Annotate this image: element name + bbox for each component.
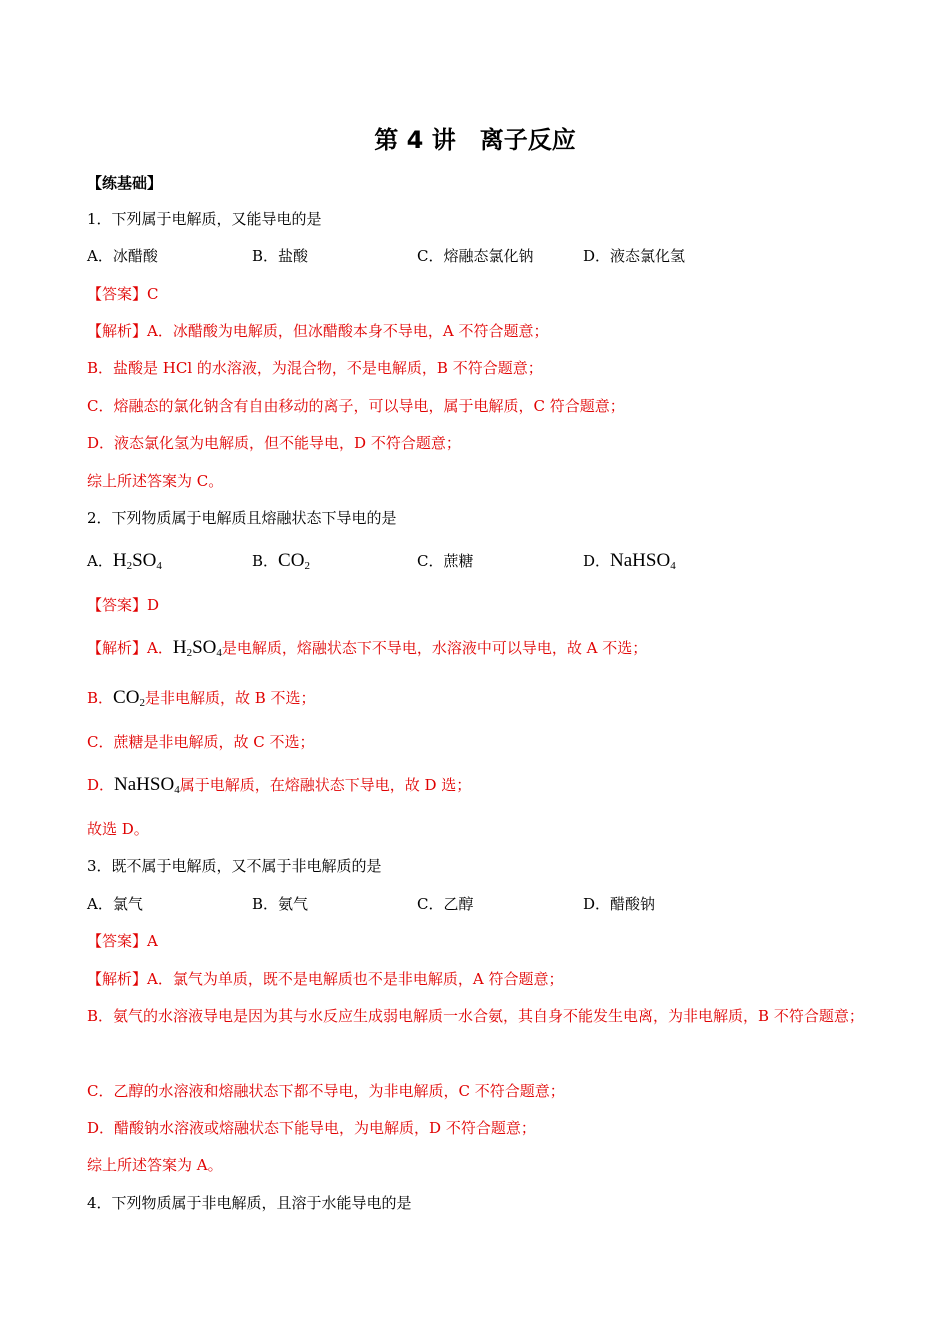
q1-analysis-tag: 【解析】 xyxy=(87,322,148,340)
q3-analysis-3: C．乙醇的水溶液和熔融状态下都不导电，为非电解质，C 不符合题意； xyxy=(87,1082,565,1100)
q2-analysis-1: 【解析】A．$H_2SO_4$是电解质，熔融状态下不导电，水溶液中可以导电，故 A 不选； xyxy=(87,637,648,659)
q3-stem: 3．既不属于电解质，又不属于非电解质的是 xyxy=(87,857,382,875)
q1-option-d: D．液态氯化氢 xyxy=(583,247,686,265)
q3-analysis-1: 【解析】A．氯气为单质，既不是电解质也不是非电解质，A 符合题意； xyxy=(87,970,564,988)
q2-analysis-2: B．$CO_2$是非电解质，故 B 不选； xyxy=(87,687,316,709)
q1-analysis-3: C．熔融态的氯化钠含有自由移动的离子，可以导电，属于电解质，C 符合题意； xyxy=(87,397,625,415)
q4-stem: 4．下列物质属于非电解质，且溶于水能导电的是 xyxy=(87,1194,412,1212)
q1-option-c: C．熔融态氯化钠 xyxy=(417,247,534,265)
q2-answer: 【答案】D xyxy=(87,596,160,614)
page-title: 第 4 讲 离子反应 xyxy=(374,126,576,154)
q3-option-d: D．醋酸钠 xyxy=(583,895,656,913)
q1-answer: 【答案】C xyxy=(87,285,159,303)
section-heading: 【练基础】 xyxy=(87,174,163,192)
q1-option-a: A．冰醋酸 xyxy=(87,247,158,265)
q2-option-a: A．$H_2SO_4$ xyxy=(87,550,162,572)
q1-stem: 1．下列属于电解质，又能导电的是 xyxy=(87,210,322,228)
q1-analysis-4: D．液态氯化氢为电解质，但不能导电，D 不符合题意； xyxy=(87,434,461,452)
q3-analysis-4: D．醋酸钠水溶液或熔融状态下能导电，为电解质，D 不符合题意； xyxy=(87,1119,536,1137)
q2-analysis-4: D．NaHSO$_4$属于电解质，在熔融状态下导电，故 D 选； xyxy=(87,774,472,796)
q2-analysis-5: 故选 D。 xyxy=(87,820,149,838)
q2-analysis-3: C．蔗糖是非电解质，故 C 不选； xyxy=(87,733,315,751)
q1-analysis-1: 【解析】A．冰醋酸为电解质，但冰醋酸本身不导电，A 不符合题意； xyxy=(87,322,549,340)
q1-analysis-2: B．盐酸是 HCl 的水溶液，为混合物，不是电解质，B 不符合题意； xyxy=(87,359,543,377)
q3-analysis-5: 综上所述答案为 A。 xyxy=(87,1156,223,1174)
q2-option-b: B．$CO_2$ xyxy=(252,550,310,572)
q2-option-c: C．蔗糖 xyxy=(417,552,474,570)
q3-option-a: A．氯气 xyxy=(87,895,143,913)
q1-analysis-5: 综上所述答案为 C。 xyxy=(87,472,224,490)
q1-option-b: B．盐酸 xyxy=(252,247,309,265)
q2-stem: 2．下列物质属于电解质且熔融状态下导电的是 xyxy=(87,509,397,527)
q3-analysis-2: B．氨气的水溶液导电是因为其与水反应生成弱电解质一水合氨，其自身不能发生电离，为非电解质，B 不符合题意； xyxy=(87,1007,864,1025)
q2-option-d: D．NaHSO$_4$ xyxy=(583,550,676,572)
q3-answer: 【答案】A xyxy=(87,932,158,950)
q3-option-b: B．氨气 xyxy=(252,895,309,913)
q3-option-c: C．乙醇 xyxy=(417,895,474,913)
